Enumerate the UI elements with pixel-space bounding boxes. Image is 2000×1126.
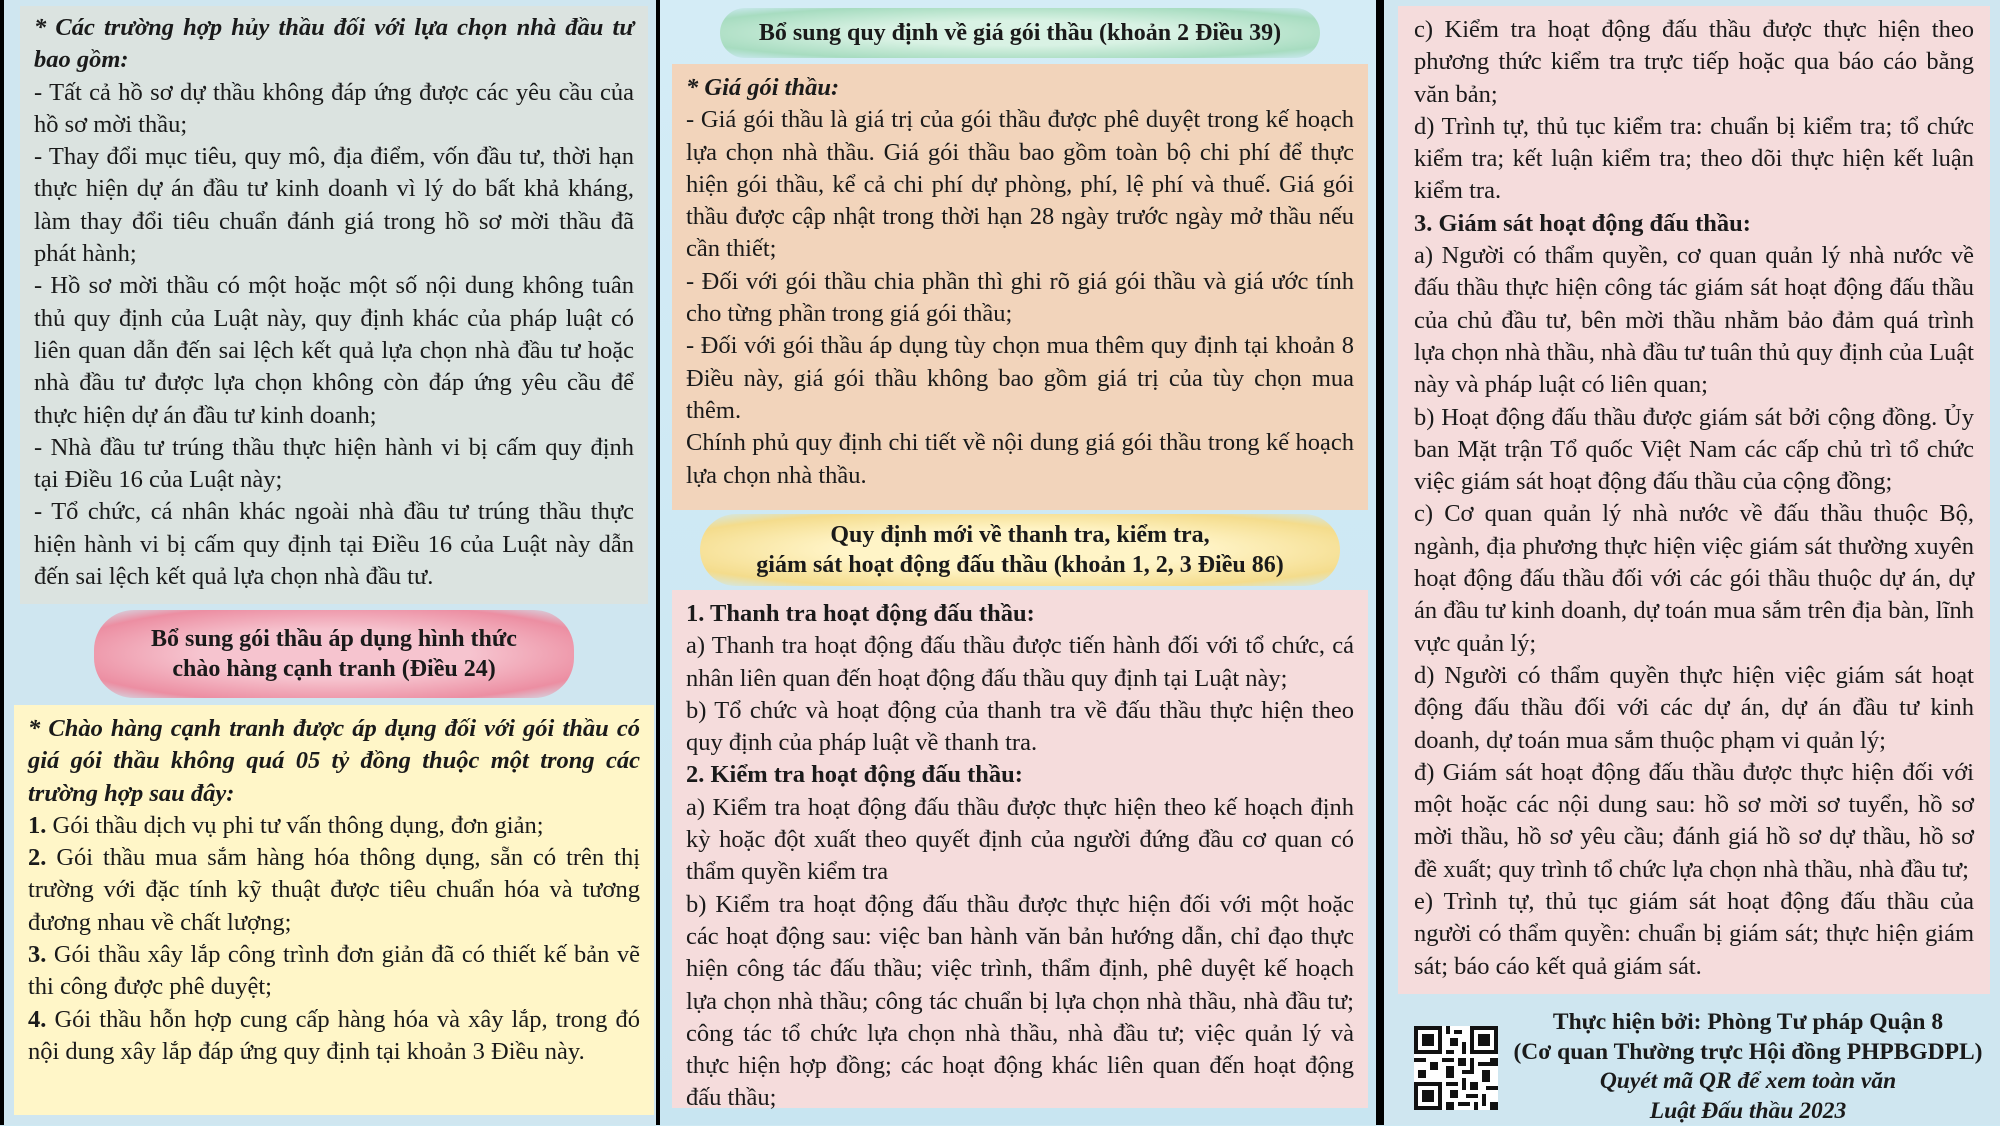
heading-line: Quy định mới về thanh tra, kiểm tra, — [830, 520, 1209, 550]
paragraph: b) Hoạt động đấu thầu được giám sát bởi cộng đồng. Ủy ban Mặt trận Tổ quốc Việt Nam các cấp chủ trì tổ chức việc giám sát hoạt động đấu thầu của cộng đồng; — [1414, 402, 1974, 499]
footer-line: Thực hiện bởi: Phòng Tư pháp Quận 8 — [1508, 1008, 1988, 1038]
footer-line: Quyét mã QR để xem toàn văn — [1508, 1067, 1988, 1097]
section-heading: 2. Kiểm tra hoạt động đấu thầu: — [686, 759, 1354, 791]
paragraph: * Chào hàng cạnh tranh được áp dụng đối với gói thầu có giá gói thầu không quá 05 tỷ đồng thuộc một trong các trường hợp sau đây: — [28, 713, 640, 810]
bid-price-heading — [720, 8, 1320, 58]
item-text: Gói thầu dịch vụ phi tư vấn thông dụng, đơn giản; — [46, 812, 543, 839]
paragraph: a) Thanh tra hoạt động đấu thầu được tiến hành đối với tổ chức, cá nhân liên quan đến hoạt động đấu thầu quy định tại Luật này; — [686, 630, 1354, 695]
list-item — [28, 939, 640, 1004]
bid-cancellation-cases-box — [20, 6, 648, 604]
item-number: 3. — [28, 941, 46, 968]
heading-line: chào hàng cạnh tranh (Điều 24) — [172, 654, 495, 684]
list-item — [28, 842, 640, 939]
bid-price-box — [672, 64, 1368, 510]
paragraph: đ) Giám sát hoạt động đấu thầu được thực hiện đối với một hoặc các nội dung sau: hồ sơ mời sơ tuyển, hồ sơ mời thầu, hồ sơ yêu cầu; đánh giá hồ sơ dự thầu, hồ sơ đề xuất; quy trình tổ chức lựa chọn nhà thầu, nhà đầu tư; — [1414, 757, 1974, 886]
paragraph: - Tổ chức, cá nhân khác ngoài nhà đầu tư trúng thầu thực hiện hành vi bị cấm quy định tại Điều 16 của Luật này dẫn đến sai lệch kết quả lựa chọn nhà đầu tư. — [34, 496, 634, 593]
paragraph: - Tất cả hồ sơ dự thầu không đáp ứng được các yêu cầu của hồ sơ mời thầu; — [34, 77, 634, 142]
paragraph: a) Kiểm tra hoạt động đấu thầu được thực hiện theo kế hoạch định kỳ hoặc đột xuất theo quyết định của người đứng đầu cơ quan có thẩm quyền kiểm tra — [686, 792, 1354, 889]
inspection-heading — [700, 514, 1340, 586]
item-number: 2. — [28, 844, 46, 871]
supervision-box — [1398, 6, 1990, 994]
item-text: Gói thầu hỗn hợp cung cấp hàng hóa và xây lắp, trong đó nội dung xây lắp đáp ứng quy định tại khoản 3 Điều này. — [28, 1006, 640, 1065]
paragraph: * Các trường hợp hủy thầu đối với lựa chọn nhà đầu tư bao gồm: — [34, 12, 634, 77]
heading-line: giám sát hoạt động đấu thầu (khoản 1, 2, 3 Điều 86) — [756, 550, 1283, 580]
item-number: 1. — [28, 812, 46, 839]
paragraph: c) Kiểm tra hoạt động đấu thầu được thực hiện theo phương thức kiểm tra trực tiếp hoặc qua báo cáo bằng văn bản; — [1414, 14, 1974, 111]
paragraph: d) Trình tự, thủ tục kiểm tra: chuẩn bị kiểm tra; tổ chức kiểm tra; kết luận kiểm tra; theo dõi thực hiện kết luận kiểm tra. — [1414, 111, 1974, 208]
paragraph: - Đối với gói thầu chia phần thì ghi rõ giá gói thầu và giá ước tính cho từng phần trong giá gói thầu; — [686, 266, 1354, 331]
qr-code-icon[interactable] — [1414, 1026, 1498, 1110]
item-number: 4. — [28, 1006, 46, 1033]
paragraph: - Đối với gói thầu áp dụng tùy chọn mua thêm quy định tại khoản 8 Điều này, giá gói thầu không bao gồm giá trị của tùy chọn mua thêm. — [686, 330, 1354, 427]
paragraph: d) Người có thẩm quyền thực hiện việc giám sát hoạt động đấu thầu đối với các dự án, dự án đầu tư kinh doanh, dự toán mua sắm thuộc phạm vi quản lý; — [1414, 660, 1974, 757]
competitive-offer-box — [14, 705, 654, 1115]
footer — [1398, 1004, 1990, 1122]
right-column — [1380, 0, 2000, 1125]
paragraph: - Thay đổi mục tiêu, quy mô, địa điểm, vốn đầu tư, thời hạn thực hiện dự án đầu tư kinh doanh vì lý do bất khả kháng, làm thay đổi tiêu chuẩn đánh giá trong hồ sơ mời thầu đã phát hành; — [34, 141, 634, 270]
paragraph: - Nhà đầu tư trúng thầu thực hiện hành vi bị cấm quy định tại Điều 16 của Luật này; — [34, 432, 634, 497]
section-heading: 1. Thanh tra hoạt động đấu thầu: — [686, 598, 1354, 630]
heading-line: Bổ sung quy định về giá gói thầu (khoản 2 Điều 39) — [759, 18, 1281, 48]
paragraph: b) Kiểm tra hoạt động đấu thầu được thực hiện đối với một hoặc các hoạt động sau: việc ban hành văn bản hướng dẫn, chỉ đạo thực hiện công tác đấu thầu; việc trình, thẩm định, phê duyệt kế hoạch lựa chọn nhà thầu; công tác chuẩn bị lựa chọn nhà thầu, nhà đầu tư; công tác tổ chức lựa chọn nhà thầu, nhà đầu tư; việc quản lý và thực hiện hợp đồng; các hoạt động khác liên quan đến hoạt động đấu thầu; — [686, 889, 1354, 1115]
heading-line: Bổ sung gói thầu áp dụng hình thức — [151, 624, 517, 654]
paragraph: * Giá gói thầu: — [686, 72, 1354, 104]
paragraph: b) Tổ chức và hoạt động của thanh tra về đấu thầu thực hiện theo quy định của pháp luật về thanh tra. — [686, 695, 1354, 760]
paragraph: a) Người có thẩm quyền, cơ quan quản lý nhà nước về đấu thầu thực hiện công tác giám sát hoạt động đấu thầu của chủ đầu tư, bên mời thầu nhằm bảo đảm quá trình lựa chọn nhà thầu, nhà đầu tư tuân thủ quy định của Luật này và pháp luật có liên quan; — [1414, 240, 1974, 401]
paragraph: - Hồ sơ mời thầu có một hoặc một số nội dung không tuân thủ quy định của Luật này, quy định khác của pháp luật có liên quan dẫn đến sai lệch kết quả lựa chọn nhà đầu tư hoặc nhà đầu tư được lựa chọn không còn đáp ứng yêu cầu để thực hiện dự án đầu tư kinh doanh; — [34, 270, 634, 431]
footer-line: (Cơ quan Thường trực Hội đồng PHPBGDPL) — [1508, 1038, 1988, 1068]
competitive-offer-heading — [94, 610, 574, 698]
middle-column — [660, 0, 1380, 1125]
section-heading: 3. Giám sát hoạt động đấu thầu: — [1414, 208, 1974, 240]
paragraph: Chính phủ quy định chi tiết về nội dung giá gói thầu trong kế hoạch lựa chọn nhà thầu. — [686, 427, 1354, 492]
inspection-box — [672, 590, 1368, 1108]
footer-text — [1508, 1008, 1988, 1126]
paragraph: - Giá gói thầu là giá trị của gói thầu được phê duyệt trong kế hoạch lựa chọn nhà thầu. Giá gói thầu bao gồm toàn bộ chi phí để thực hiện gói thầu, kể cả chi phí dự phòng, phí, lệ phí và thuế. Giá gói thầu được cập nhật trong thời hạn 28 ngày trước ngày mở thầu nếu cần thiết; — [686, 104, 1354, 265]
item-text: Gói thầu mua sắm hàng hóa thông dụng, sẵn có trên thị trường với đặc tính kỹ thuật được tiêu chuẩn hóa và tương đương nhau về chất lượng; — [28, 844, 640, 936]
footer-line: Luật Đấu thầu 2023 — [1508, 1097, 1988, 1126]
left-column — [0, 0, 660, 1125]
paragraph: e) Trình tự, thủ tục giám sát hoạt động đấu thầu của người có thẩm quyền: chuẩn bị giám sát; thực hiện giám sát; báo cáo kết quả giám sát. — [1414, 886, 1974, 983]
list-item — [28, 1004, 640, 1069]
list-item — [28, 810, 640, 842]
item-text: Gói thầu xây lắp công trình đơn giản đã có thiết kế bản vẽ thi công được phê duyệt; — [28, 941, 640, 1000]
paragraph: c) Cơ quan quản lý nhà nước về đấu thầu thuộc Bộ, ngành, địa phương thực hiện việc giám sát thường xuyên hoạt động đấu thầu đối với các gói thầu thuộc dự án, dự án đầu tư kinh doanh, dự toán mua sắm trên địa bàn, lĩnh vực quản lý; — [1414, 498, 1974, 659]
